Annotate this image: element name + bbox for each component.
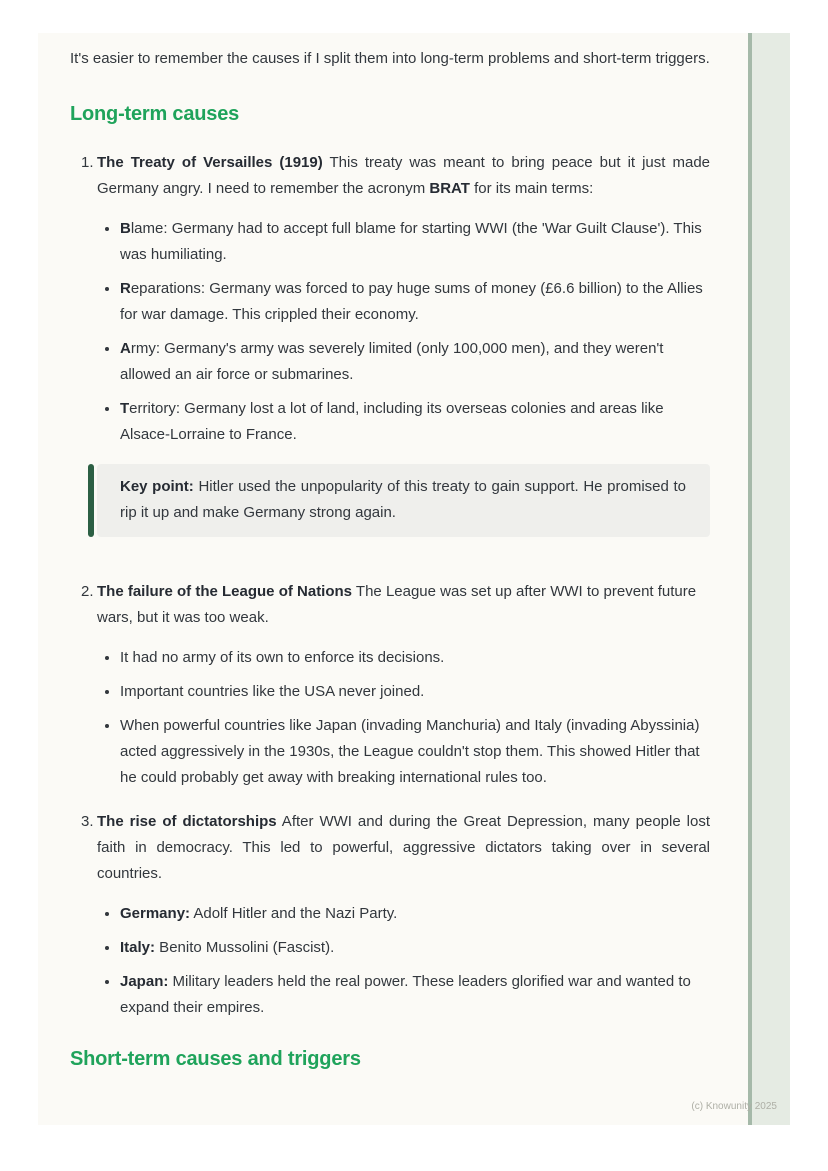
bullet-text: Italy: Benito Mussolini (Fascist).	[120, 939, 335, 956]
callout-body	[97, 464, 710, 537]
list-item	[97, 713, 710, 791]
bullet-text: Important countries like the USA never joined.	[120, 683, 425, 700]
numbered-item-treaty-of-versailles	[70, 150, 710, 561]
bullet-icon	[105, 656, 109, 660]
page-edge-strip	[748, 33, 790, 1125]
brat-bullet-list	[97, 216, 710, 448]
bullet-icon	[105, 407, 109, 411]
item-title: The failure of the League of Nations	[97, 583, 353, 600]
short-term-heading: Short-term causes and triggers	[70, 1048, 361, 1070]
list-item	[97, 336, 710, 388]
list-item	[97, 216, 710, 268]
item-title: The Treaty of Versailles (1919)	[97, 154, 323, 171]
acronym-brat: BRAT	[429, 180, 470, 197]
bullet-text: When powerful countries like Japan (invading Manchuria) and Italy (invading Abyssinia) acted aggressively in the 1930s, the League couldn't stop them. This showed Hitler that he could probably get away with breaking international rules too.	[120, 717, 700, 786]
bullet-icon	[105, 347, 109, 351]
item-paragraph: The failure of the League of Nations The League was set up after WWI to prevent future wars, but it was too weak.	[97, 583, 697, 626]
bullet-icon	[105, 287, 109, 291]
bullet-text: Territory: Germany lost a lot of land, including its overseas colonies and areas like Alsace-Lorraine to France.	[120, 400, 664, 443]
list-number: 3.	[81, 813, 94, 830]
long-term-heading: Long-term causes	[70, 103, 240, 125]
list-item	[97, 645, 710, 671]
item-title: The rise of dictatorships	[97, 813, 277, 830]
item-paragraph: The rise of dictatorships After WWI and during the Great Depression, many people lost faith in democracy. This led to powerful, aggressive dictators taking over in several countries.	[97, 813, 711, 882]
bullet-icon	[105, 690, 109, 694]
bullet-text: Army: Germany's army was severely limited (only 100,000 men), and they weren't allowed an air force or submarines.	[120, 340, 664, 383]
numbered-item-league-of-nations	[70, 579, 710, 791]
key-point-callout	[88, 464, 710, 537]
intro-paragraph: It's easier to remember the causes if I split them into long-term problems and short-term triggers.	[70, 50, 710, 67]
list-item	[97, 901, 710, 927]
key-point-text: Key point: Hitler used the unpopularity of this treaty to gain support. He promised to rip it up and make Germany strong again.	[120, 478, 686, 521]
bullet-icon	[105, 912, 109, 916]
bullet-text: Blame: Germany had to accept full blame for starting WWI (the 'War Guilt Clause'). This was humiliating.	[120, 220, 702, 263]
bullet-text: It had no army of its own to enforce its decisions.	[120, 649, 445, 666]
callout-accent-bar	[88, 464, 94, 537]
bullet-icon	[105, 946, 109, 950]
numbered-item-rise-of-dictatorships	[70, 809, 710, 1021]
bullet-icon	[105, 227, 109, 231]
list-number: 1.	[81, 154, 94, 171]
notes-content	[70, 46, 710, 1071]
dictators-bullet-list	[97, 901, 710, 1021]
list-item	[97, 679, 710, 705]
bullet-text: Reparations: Germany was forced to pay huge sums of money (£6.6 billion) to the Allies for war damage. This crippled their economy.	[120, 280, 703, 323]
list-number: 2.	[81, 583, 94, 600]
league-bullet-list	[97, 645, 710, 791]
notes-page-card	[38, 33, 790, 1125]
item-paragraph: The Treaty of Versailles (1919) This treaty was meant to bring peace but it just made Germany angry. I need to remember the acronym BRAT for its main terms:	[97, 154, 710, 197]
bullet-text: Germany: Adolf Hitler and the Nazi Party.	[120, 905, 398, 922]
list-item	[97, 935, 710, 961]
bullet-icon	[105, 980, 109, 984]
list-item	[97, 396, 710, 448]
watermark: (c) Knowunity 2025	[691, 1101, 777, 1112]
bullet-icon	[105, 724, 109, 728]
list-item	[97, 276, 710, 328]
bullet-text: Japan: Military leaders held the real power. These leaders glorified war and wanted to expand their empires.	[120, 973, 691, 1016]
list-item	[97, 969, 710, 1021]
